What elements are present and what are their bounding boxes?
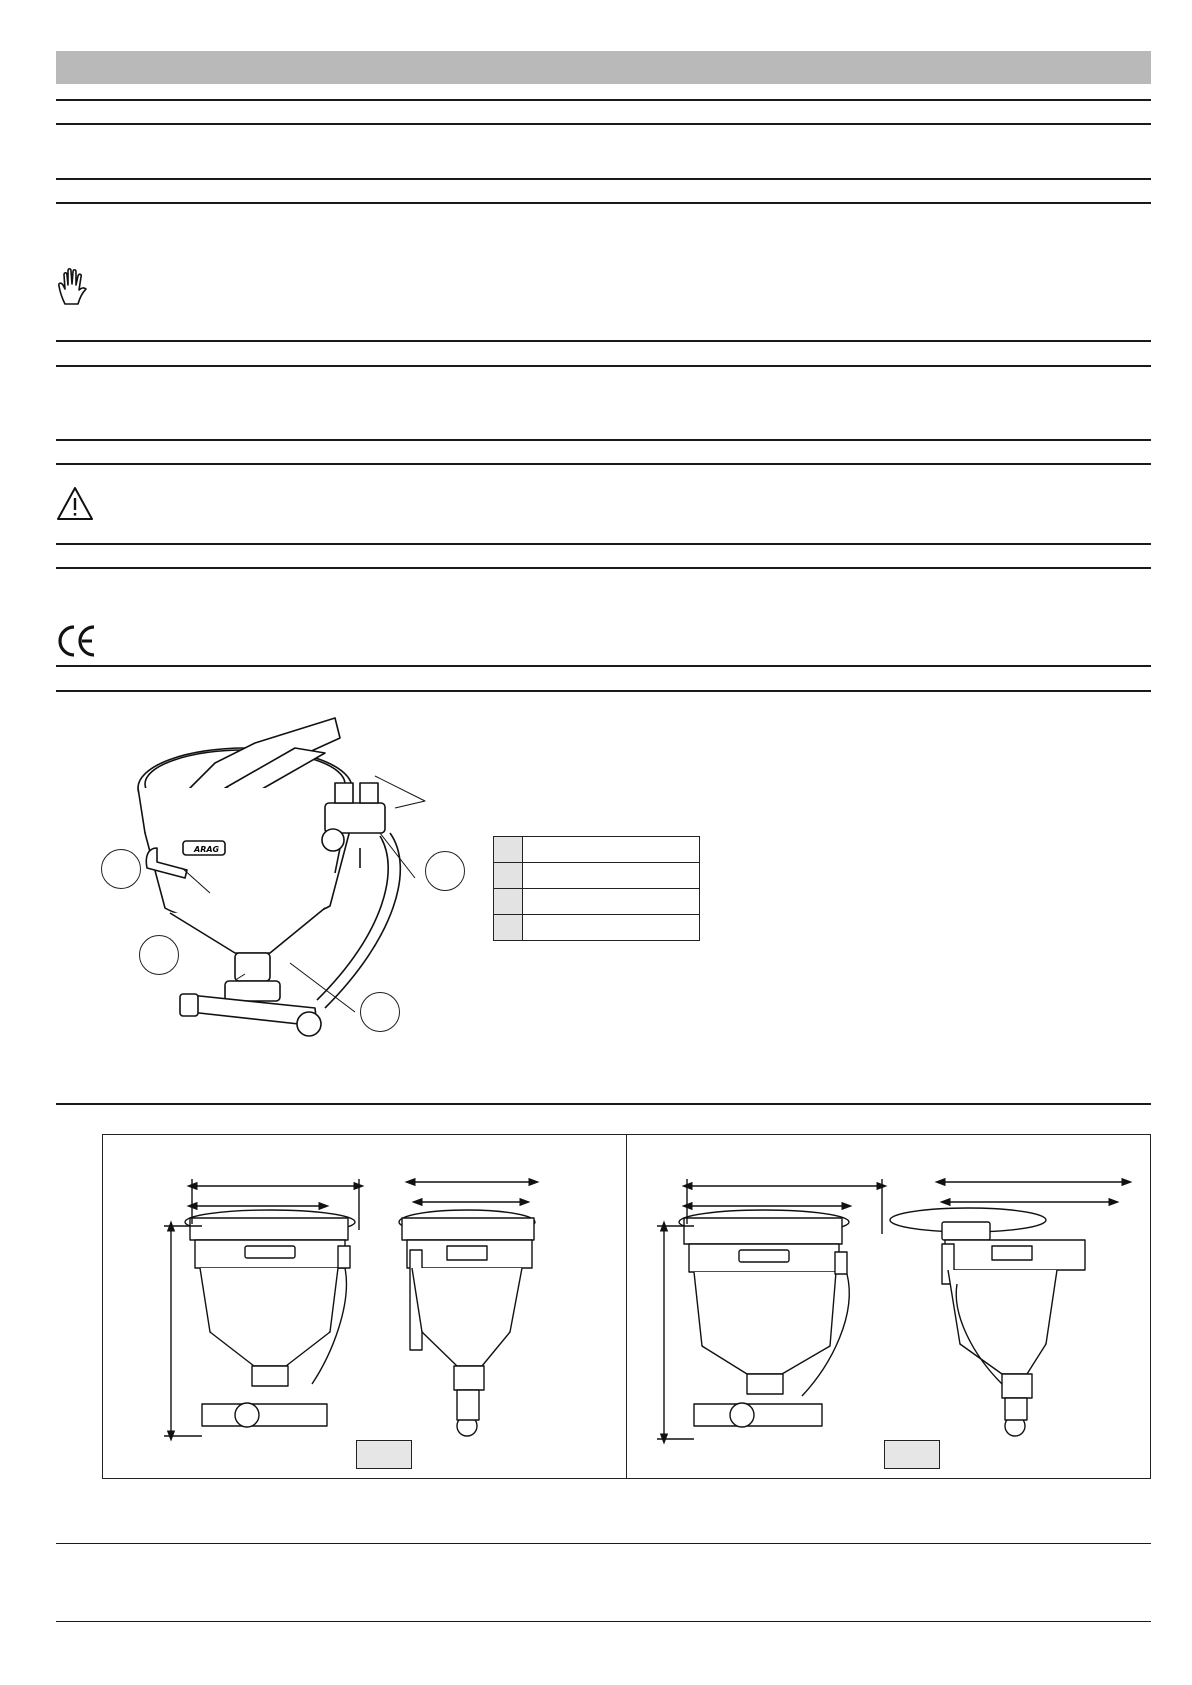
ce-mark-icon xyxy=(56,624,98,663)
legend-text xyxy=(523,863,700,889)
rule xyxy=(56,543,1151,545)
rule xyxy=(56,439,1151,441)
drawing-label-box-right xyxy=(884,1440,940,1469)
logo-text: ARAG xyxy=(194,845,220,854)
drawing-label-box-left xyxy=(356,1440,412,1469)
legend-text xyxy=(523,889,700,915)
rule xyxy=(56,1103,1151,1105)
callout-bubble xyxy=(101,849,141,889)
rule xyxy=(56,340,1151,342)
dimension-drawings xyxy=(102,1134,1151,1479)
rule xyxy=(56,99,1151,101)
rule xyxy=(56,665,1151,667)
table-row xyxy=(494,837,700,863)
warning-triangle-icon xyxy=(56,486,94,527)
rule xyxy=(56,567,1151,569)
legend-number xyxy=(494,837,523,863)
side-view-small xyxy=(399,1182,535,1436)
rule xyxy=(56,202,1151,204)
table-row xyxy=(494,915,700,941)
callout-bubble xyxy=(139,935,179,975)
rule xyxy=(56,1621,1151,1622)
legend-text xyxy=(523,915,700,941)
rule xyxy=(56,690,1151,692)
side-view-large xyxy=(890,1182,1127,1436)
rule xyxy=(56,365,1151,367)
front-view-small xyxy=(164,1179,359,1436)
table-row xyxy=(494,863,700,889)
component-legend-table xyxy=(493,836,700,941)
table-row xyxy=(494,889,700,915)
legend-number xyxy=(494,915,523,941)
rule xyxy=(56,463,1151,465)
hopper-illustration xyxy=(95,708,475,1058)
rule xyxy=(56,178,1151,180)
legend-number xyxy=(494,889,523,915)
rule xyxy=(56,1543,1151,1544)
legend-text xyxy=(523,837,700,863)
callout-bubble xyxy=(425,851,465,891)
rule xyxy=(56,123,1151,125)
front-view-large xyxy=(657,1179,882,1439)
legend-number xyxy=(494,863,523,889)
hand-stop-icon xyxy=(56,266,92,311)
callout-bubble xyxy=(360,992,400,1032)
section-header-bar xyxy=(56,51,1151,84)
